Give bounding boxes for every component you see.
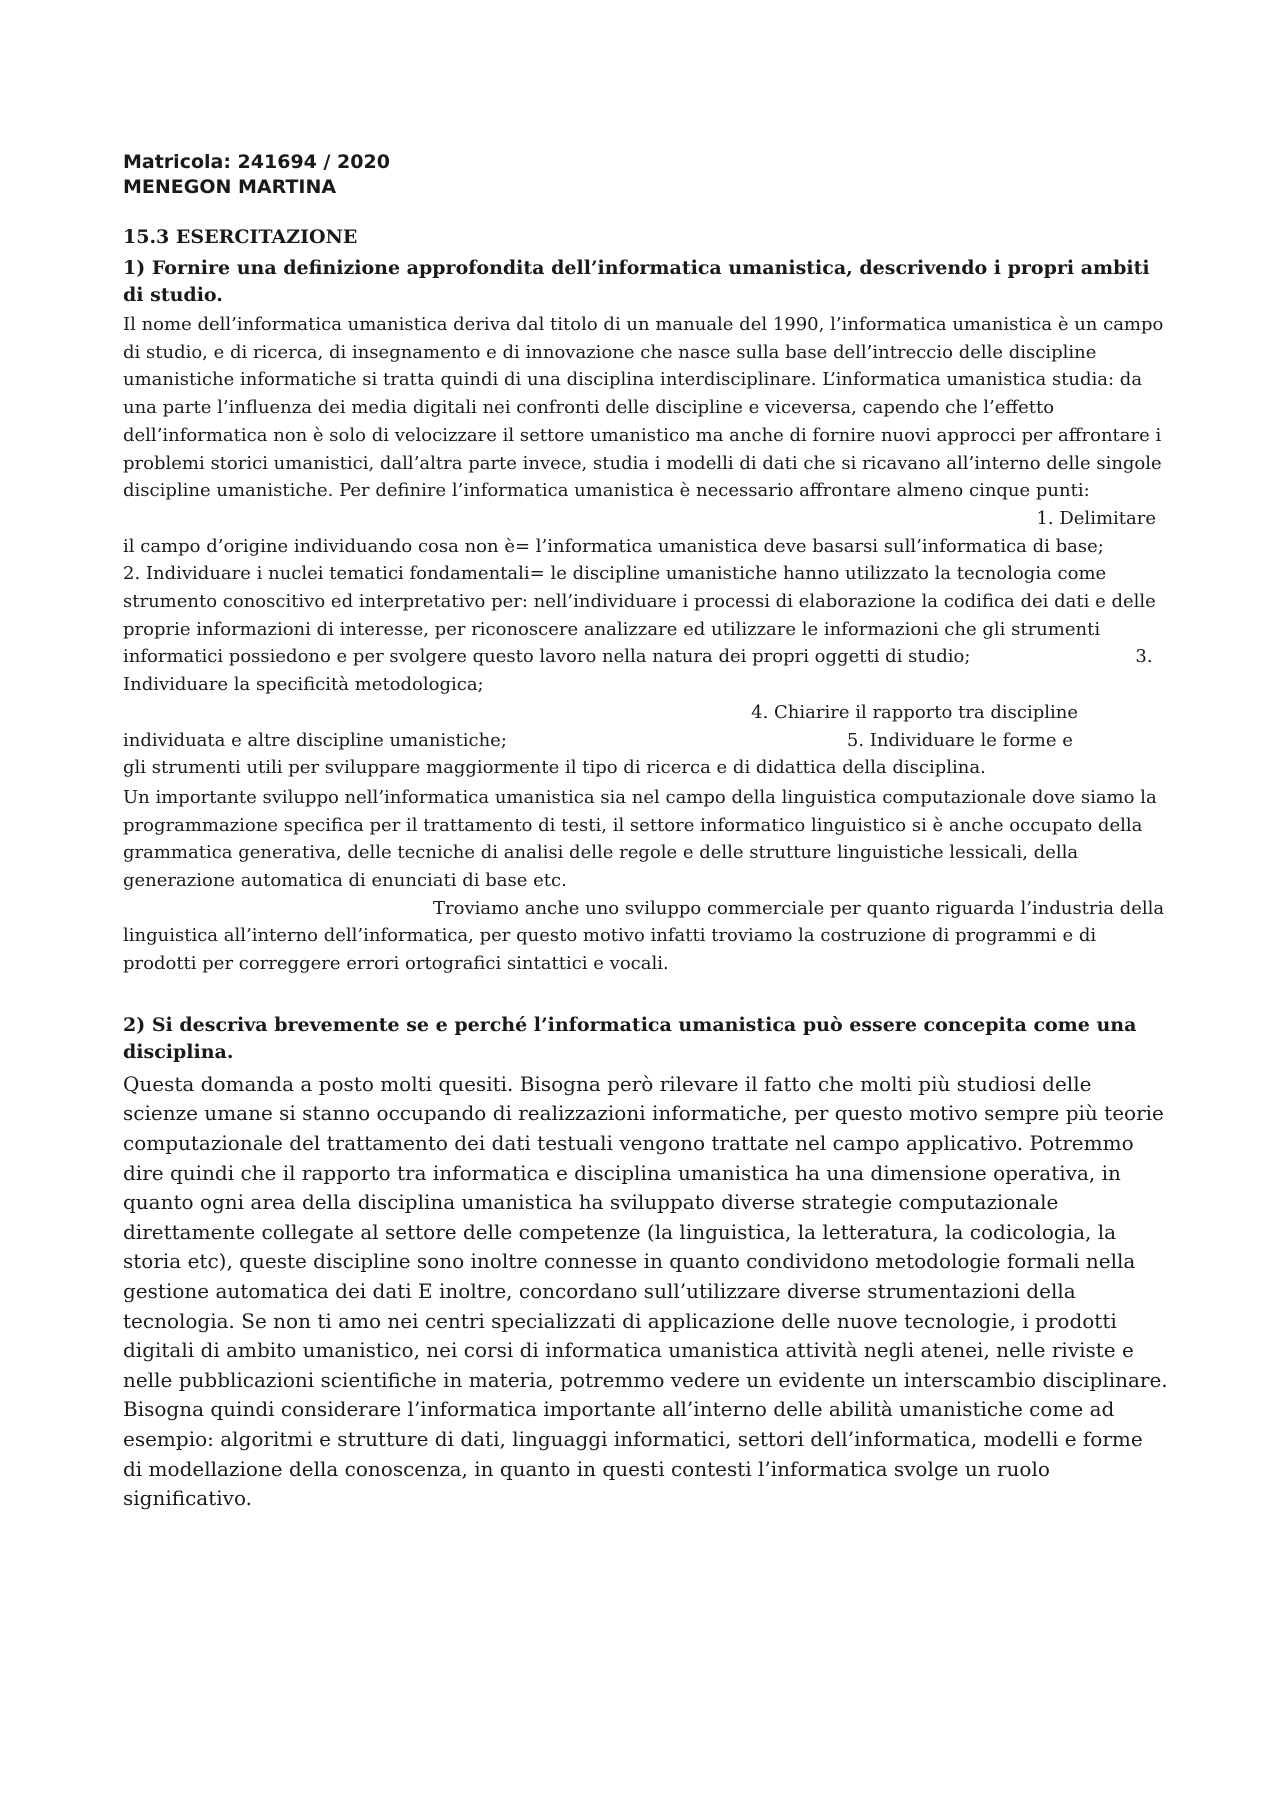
q2-paragraph-1: Questa domanda a posto molti quesiti. Bisogna però rilevare il fatto che molti più studiosi delle scienze umane si stanno occupando di realizzazioni informatiche, per questo motivo sempre più teorie computazionale del trattamento dei dati testuali vengono trattate nel campo applicativo. Potremmo dire quindi che il rapporto tra informatica e disciplina umanistica ha una dimensione operativa, in quanto ogni area della disciplina umanistica ha sviluppato diverse strategie computazionale direttamente collegate al settore delle competenze (la linguistica, la letteratura, la codicologia, la storia etc), queste discipline sono inoltre connesse in quanto condividono metodologie formali nella gestione automatica dei dati E inoltre, concordano sull’utilizzare diverse strumentazioni della tecnologia. Se non ti amo nei centri specializzati di applicazione delle nuove tecnologie, i prodotti digitali di ambito umanistico, nei corsi di informatica umanistica attività negli atenei, nelle riviste e nelle pubblicazioni scientifiche in materia, potremmo vedere un evidente un interscambio disciplinare. Bisogna quindi considerare l’informatica importante all’interno delle abilità umanistiche come ad esempio: algoritmi e strutture di dati, linguaggi informatici, settori dell’informatica, modelli e forme di modellazione della conoscenza, in quanto in questi contesti l’informatica svolge un ruolo significativo. — [123, 1071, 1168, 1511]
q1-point-4-start: 4. Chiarire il rapporto tra discipline — [751, 701, 1078, 723]
question-1-answer — [123, 311, 1168, 978]
student-id: Matricola: 241694 / 2020 — [123, 151, 390, 173]
q1-point-5-rest: gli strumenti utili per sviluppare maggiormente il tipo di ricerca e di didattica della disciplina. — [123, 757, 986, 779]
question-2-title: 2) Si descriva brevemente se e perché l’informatica umanistica può essere concepita come una disciplina. — [123, 1013, 1137, 1063]
q1-point-5-start: 5. Individuare le forme e — [846, 729, 1073, 751]
document-page — [123, 150, 1168, 1514]
question-1-title: 1) Fornire una definizione approfondita dell’informatica umanistica, descrivendo i propri ambiti di studio. — [123, 257, 1150, 306]
q1-paragraph-2: Un importante sviluppo nell’informatica umanistica sia nel campo della linguistica computazionale dove siamo la programmazione specifica per il trattamento di testi, il settore informatico linguistico si è anche occupato della grammatica generativa, delle tecniche di analisi delle regole e delle strutture linguistiche lessicali, della generazione automatica di enunciati di base etc. — [123, 786, 1157, 892]
q1-point-2-text: 2. Individuare i nuclei tematici fondamentali= le discipline umanistiche hanno utilizzato la tecnologia come strumento conoscitivo ed interpretativo per: nell’individuare i processi di elaborazione la codifica dei dati e delle proprie informazioni di interesse, per riconoscere analizzare ed utilizzare le informazioni che gli strumenti informatici possiedono e per svolgere questo lavoro nella natura dei propri oggetti di studio; — [123, 563, 1156, 668]
q1-point-4-5 — [123, 727, 1168, 755]
q1-point-1-start: 1. Delimitare — [1036, 507, 1156, 529]
exercise-title: 15.3 ESERCITAZIONE — [123, 226, 358, 248]
q1-paragraph-1: Il nome dell’informatica umanistica deriva dal titolo di un manuale del 1990, l’informatica umanistica è un campo di studio, e di ricerca, di insegnamento e di innovazione che nasce sulla base dell’intreccio delle discipline umanistiche informatiche si tratta quindi di una disciplina interdisciplinare. L’informatica umanistica studia: da una parte l’influenza dei media digitali nei confronti delle discipline e viceversa, capendo che l’effetto dell’informatica non è solo di velocizzare il settore umanistico ma anche di fornire nuovi approcci per affrontare i problemi storici umanistici, dall’altra parte invece, studia i modelli di dati che si ricavano all’interno delle singole discipline umanistiche. Per definire l’informatica umanistica è necessario affrontare almeno cinque punti: — [123, 314, 1164, 502]
student-name: MENEGON MARTINA — [123, 176, 337, 198]
q1-point-1-rest: il campo d’origine individuando cosa non è= l’informatica umanistica deve basarsi sull’informatica di base; — [123, 535, 1104, 557]
q1-point-4-rest: individuata e altre discipline umanistiche; — [123, 729, 507, 751]
question-2-answer — [123, 1070, 1168, 1514]
q1-paragraph-3: Troviamo anche uno sviluppo commerciale per quanto riguarda l’industria della linguistica all’interno dell’informatica, per questo motivo infatti troviamo la costruzione di programmi e di prodotti per correggere errori ortografici sintattici e vocali. — [123, 897, 1165, 975]
q1-point-3: 3. Individuare la specificità metodologica; — [123, 646, 1153, 696]
q1-point-2 — [123, 560, 1168, 699]
